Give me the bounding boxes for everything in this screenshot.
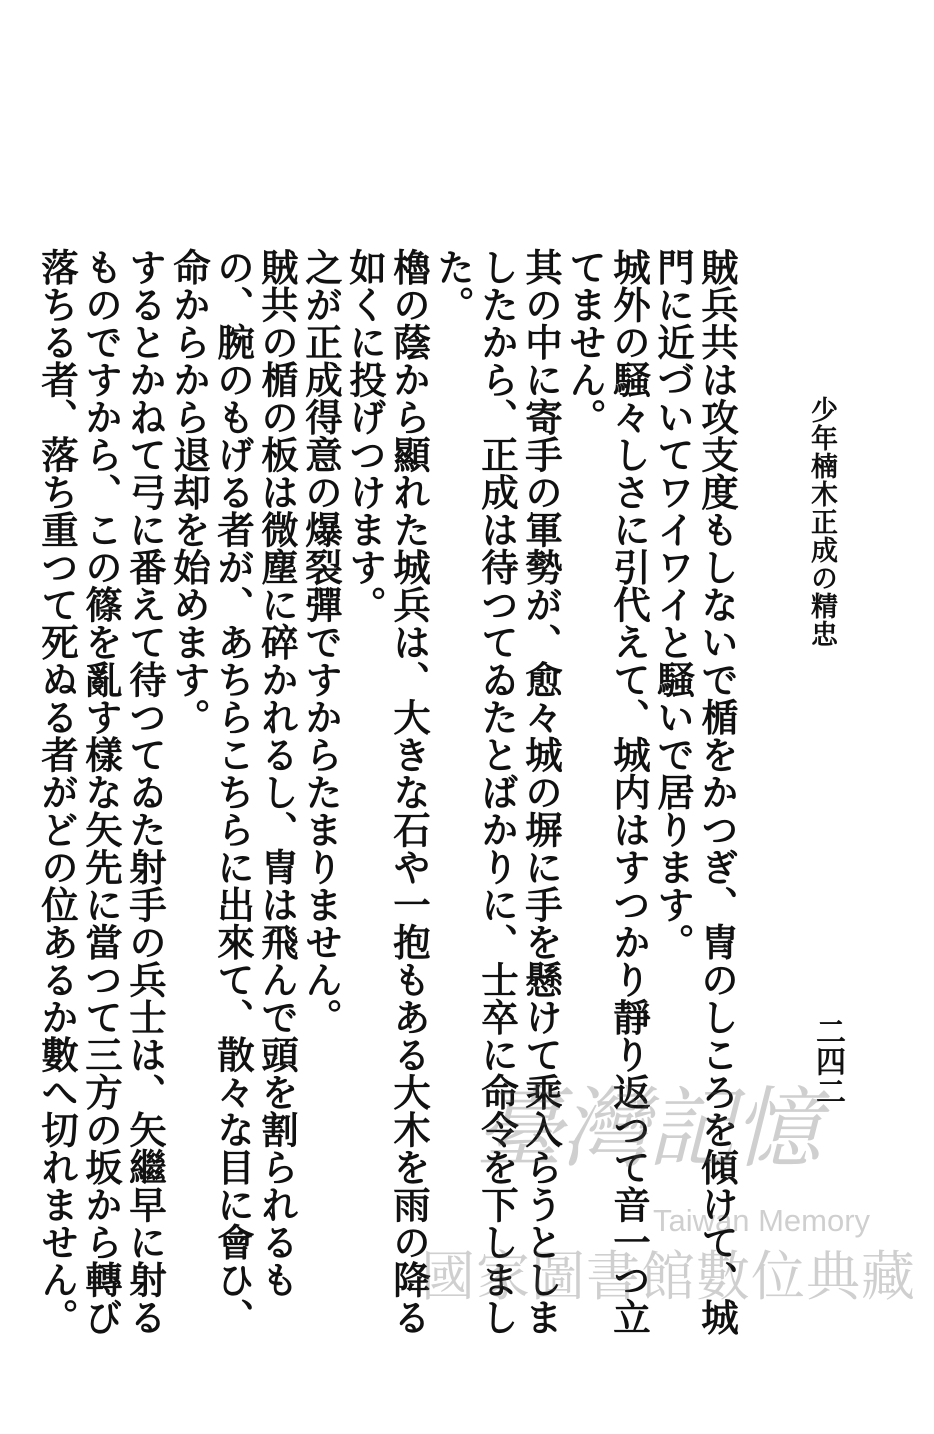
paragraph-1: 賊兵共は攻支度もしないで楯をかつぎ、冑のしころを傾けて、城門に近づいてワイワイと騒いで居ります。	[651, 248, 739, 1336]
page-number: 二四二	[810, 1016, 845, 1106]
running-header-title: 少年楠木正成の精忠	[806, 396, 837, 648]
paragraph-3: 其の中に寄手の軍勢が、愈々城の塀に手を懸けて乘入らうとしましたから、正成は待つてゐたとばかりに、士卒に命令を下しました。	[431, 248, 563, 1336]
paragraph-6: 賊共の楯の板は微塵に碎かれるし、冑は飛んで頭を割られるもの、腕のもげる者が、あちらこちらに出來て、散々な目に會ひ、命からから退却を始めます。	[167, 248, 299, 1336]
paragraph-7: するとかねて弓に番えて待つてゐた射手の兵士は、矢繼早に射るものですから、この篠を亂す樣な矢先に當つて三方の坂から轉び落ちる者、落ち重つて死ぬる者がどの位あるか數へ切れません。	[35, 248, 167, 1336]
watermark-english-text: Taiwan Memory	[653, 1203, 871, 1238]
body-text	[35, 248, 739, 1338]
watermark-subtitle-text: 國家圖書館數位典藏	[421, 1245, 916, 1308]
paragraph-5: 之が正成得意の爆裂彈ですからたまりません。	[299, 248, 343, 1036]
paragraph-4: 櫓の蔭から顯れた城兵は、大きな石や一抱もある大木を雨の降る如くに投げつけます。	[343, 248, 431, 1336]
watermark-main-text: 臺灣記憶	[475, 1077, 820, 1180]
paragraph-2: 城外の騒々しさに引代えて、城内はすつかり靜り返つて音一つ立てません。	[563, 248, 651, 1336]
